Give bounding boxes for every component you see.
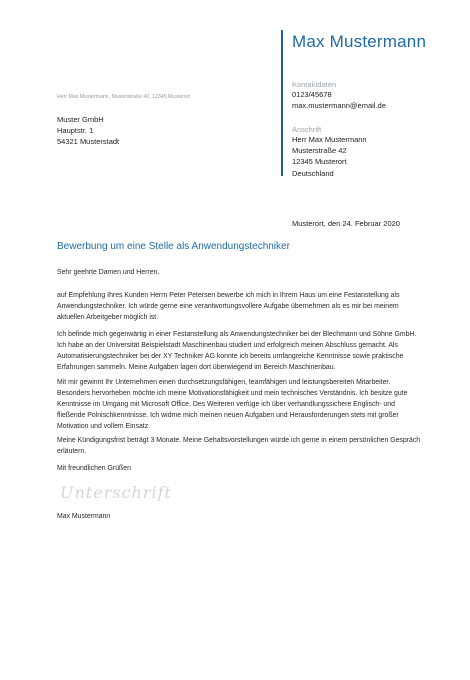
- paragraph-4: Meine Kündigungsfrist beträgt 3 Monate. Meine Gehaltsvorstellungen würde ich gerne in einem persönlichen Gespräch erläutern.: [57, 437, 421, 455]
- address-line3: 12345 Musterort: [292, 157, 347, 167]
- paragraph-1: auf Empfehlung Ihres Kunden Herrn Peter Petersen bewerbe ich mich in Ihrem Haus um eine Festanstellung als Anwendungstechniker. Ich würde gerne eine verantwortungsvollere Aufgabe übernehmen als es mir bei meinem aktuellen Arbeitgeber möglich ist.: [57, 292, 400, 321]
- recipient-line3: 54321 Musterstadt: [57, 137, 120, 146]
- letter-subject: Bewerbung um eine Stelle als Anwendungstechniker: [57, 241, 290, 252]
- contact-email: max.mustermann@email.de: [292, 101, 386, 111]
- salutation: Sehr geehrte Damen und Herren,: [57, 269, 160, 276]
- signer-name: Max Mustermann: [57, 513, 111, 520]
- contact-block: [292, 89, 386, 111]
- contact-phone: 0123/45678: [292, 90, 332, 99]
- address-label: Anschrift: [292, 125, 322, 134]
- closing: Mit freundlichen Grüßen: [57, 465, 131, 472]
- paragraph-3: Mit mir gewinnt Ihr Unternehmen einen durchsetzungsfähigen, teamfähigen und leistungsbereiten Mitarbeiter. Besonders hervorheben möchte ich meine Motivationsfähigkeit und mein technisches Verständnis. Ich besitze gute Kenntnisse im Umgang mit Microsoft Office. Des Weiteren verfüge ich über verhandlungssichere Englisch- und fließende Polnischkenntnisse. Ich widme mich meinen neuen Aufgaben und Herausforderungen stets mit großer Motivation und vollem Einsatz.: [57, 379, 408, 430]
- paragraph-2: Ich befinde mich gegenwärtig in einer Festanstellung als Anwendungstechniker bei der Blechmann und Söhne GmbH. Ich habe an der Universität Beispielstadt Maschinenbau studiert und erfolgreich meinen Abschluss gemacht. Als Automatisierungstechniker bei der XY Techniker AG konnte ich bereits umfangreiche Kenntnisse sowie praktische Erfahrungen sammeln. Meine Aufgaben lagen dort überwiegend im Bereich Maschinenbau.: [57, 331, 417, 371]
- address-block: [292, 134, 367, 179]
- sender-address-line: Herr Max Mustermann, Musterstraße 42, 12345 Musterort: [57, 94, 190, 100]
- address-line2: Musterstraße 42: [292, 146, 347, 156]
- signature-image: Unterschrift: [60, 483, 172, 502]
- recipient-line1: Muster GmbH: [57, 115, 104, 124]
- letter-date: Musterort, den 24. Februar 2020: [292, 219, 400, 228]
- address-line4: Deutschland: [292, 168, 334, 178]
- recipient-line2: Hauptstr. 1: [57, 126, 94, 135]
- recipient-block: [57, 114, 119, 147]
- address-line1: Herr Max Mustermann: [292, 135, 367, 144]
- sender-name: Max Mustermann: [292, 32, 427, 51]
- contact-label: Kontaktdaten: [292, 80, 337, 89]
- header-divider: [281, 30, 283, 176]
